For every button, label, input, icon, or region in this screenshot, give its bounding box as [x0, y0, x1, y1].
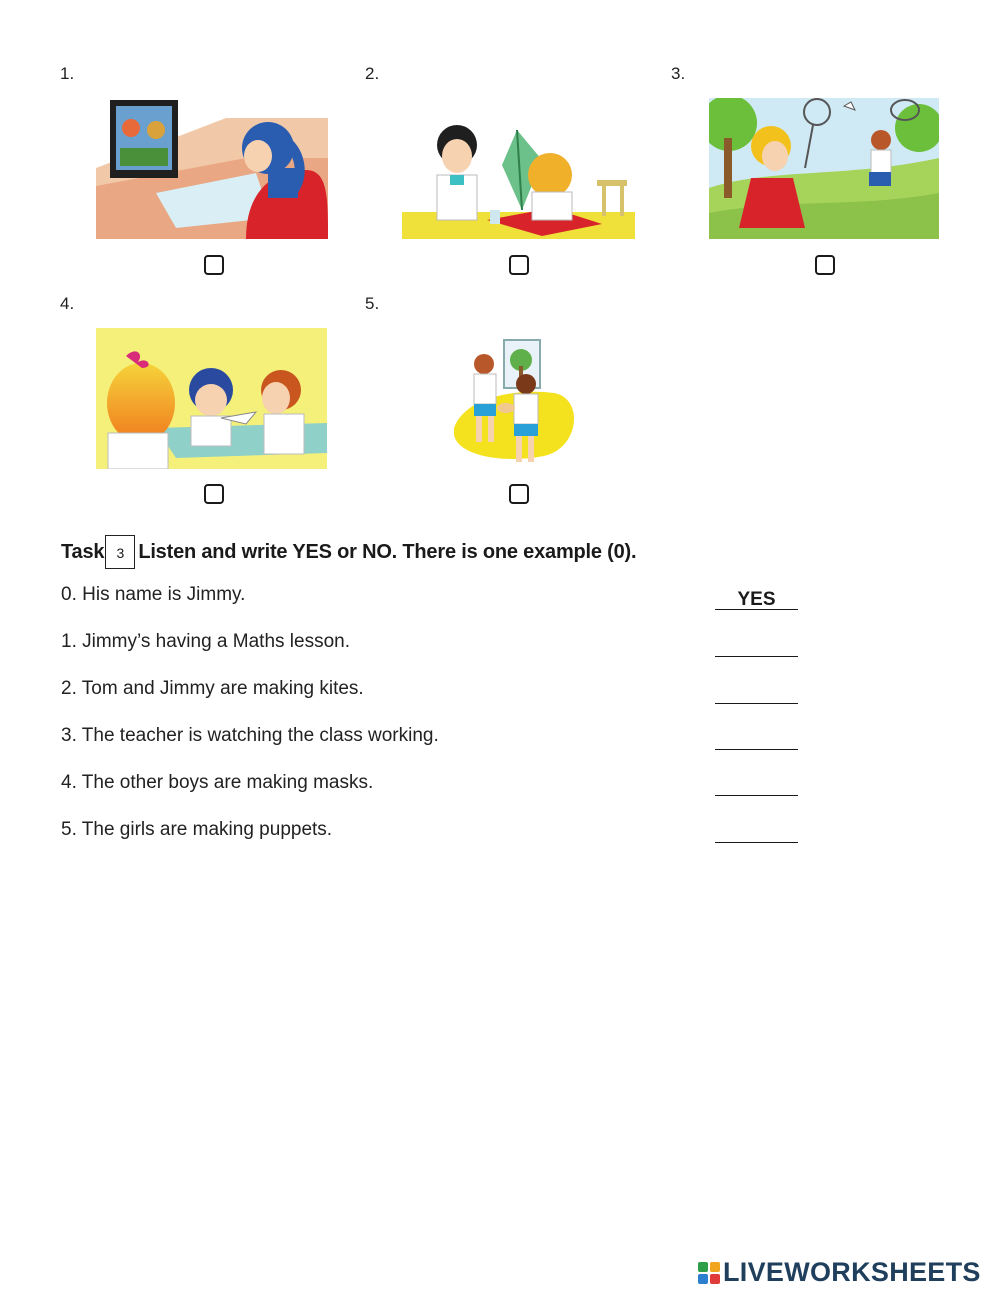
logo-text: LIVEWORKSHEETS — [723, 1257, 981, 1287]
question-2: 2. Tom and Jimmy are making kites. — [61, 678, 364, 699]
picture-boys-painting — [454, 338, 580, 469]
task-label: Task — [61, 540, 105, 563]
answer-example: YES — [715, 587, 798, 610]
picture-children-playing-badminton — [709, 98, 939, 239]
task-number-input[interactable]: 3 — [105, 535, 135, 569]
task-instruction — [61, 535, 636, 569]
logo-tile — [698, 1274, 708, 1284]
logo-tile — [710, 1274, 720, 1284]
task-instruction-text: Listen and write YES or NO. There is one example (0). — [138, 540, 637, 563]
question-3: 3. The teacher is watching the class working. — [61, 725, 439, 746]
question-example: 0. His name is Jimmy. — [61, 584, 246, 605]
answer-input-5[interactable] — [715, 820, 798, 843]
picture-checkbox-2[interactable] — [509, 255, 529, 275]
question-5: 5. The girls are making puppets. — [61, 819, 333, 840]
answer-input-4[interactable] — [715, 773, 798, 796]
liveworksheets-logo — [698, 1257, 981, 1288]
picture-number-1: 1. — [60, 64, 75, 83]
answer-input-2[interactable] — [715, 681, 798, 704]
picture-number-2: 2. — [365, 64, 380, 83]
answer-input-1[interactable] — [715, 634, 798, 657]
logo-tile — [698, 1262, 708, 1272]
answer-input-3[interactable] — [715, 727, 798, 750]
picture-girl-watching-tv — [96, 98, 328, 239]
picture-checkbox-1[interactable] — [204, 255, 224, 275]
picture-children-making-paper-plane — [96, 328, 327, 469]
picture-checkbox-3[interactable] — [815, 255, 835, 275]
question-4: 4. The other boys are making masks. — [61, 772, 374, 793]
picture-number-4: 4. — [60, 294, 75, 313]
picture-boys-making-kite — [402, 120, 635, 239]
picture-checkbox-4[interactable] — [204, 484, 224, 504]
picture-checkbox-5[interactable] — [509, 484, 529, 504]
question-1: 1. Jimmy’s having a Maths lesson. — [61, 631, 350, 652]
logo-tile — [710, 1262, 720, 1272]
picture-number-3: 3. — [671, 64, 686, 83]
picture-number-5: 5. — [365, 294, 380, 313]
logo-tiles-icon — [698, 1262, 720, 1284]
